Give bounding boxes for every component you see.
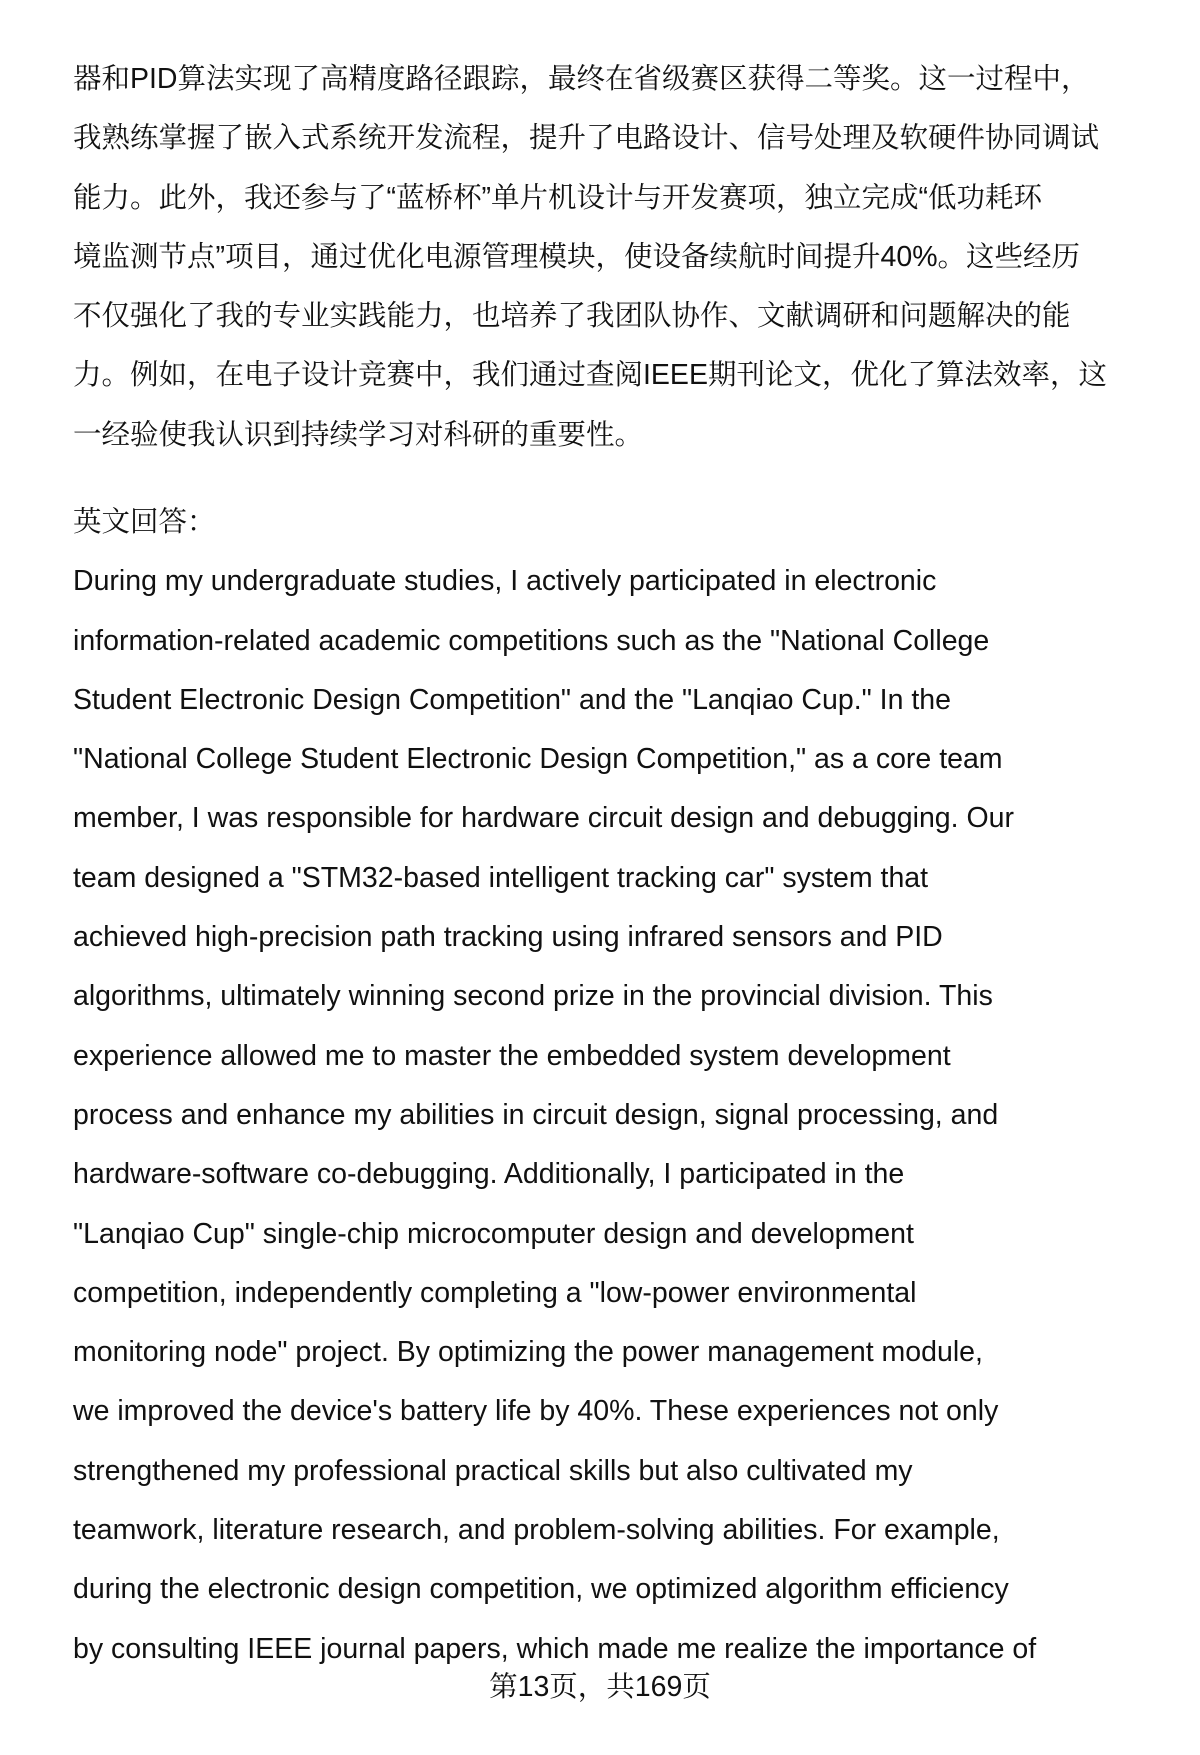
text-line: we improved the device's battery life by 40%. These experiences not only — [73, 1395, 999, 1428]
text-line: process and enhance my abilities in circuit design, signal processing, and — [73, 1098, 999, 1131]
text-line: strengthened my professional practical skills but also cultivated my — [73, 1454, 913, 1487]
text-line: hardware-software co-debugging. Additionally, I participated in the — [73, 1158, 905, 1191]
text-line: experience allowed me to master the embedded system development — [73, 1039, 951, 1072]
text-line: monitoring node" project. By optimizing the power management module, — [73, 1336, 983, 1369]
text-line: 境监测节点”项目，通过优化电源管理模块，使设备续航时间提升40%。这些经历 — [73, 240, 1081, 273]
text-line: 力。例如，在电子设计竞赛中，我们通过查阅IEEE期刊论文，优化了算法效率，这 — [73, 359, 1107, 392]
text-line: 器和PID算法实现了高精度路径跟踪，最终在省级赛区获得二等奖。这一过程中， — [73, 63, 1090, 95]
text-line: competition, independently completing a "low-power environmental — [73, 1276, 917, 1309]
text-line: "Lanqiao Cup" single-chip microcomputer design and development — [73, 1217, 914, 1250]
text-line: 一经验使我认识到持续学习对科研的重要性。 — [73, 418, 644, 451]
page-number-footer: 第13页，共169页 — [489, 1671, 711, 1703]
text-line: "National College Student Electronic Design Competition," as a core team — [73, 743, 1003, 776]
text-line: during the electronic design competition, we optimized algorithm efficiency — [73, 1573, 1009, 1606]
text-line: algorithms, ultimately winning second prize in the provincial division. This — [73, 980, 993, 1013]
text-line: 不仅强化了我的专业实践能力，也培养了我团队协作、文献调研和问题解决的能 — [73, 300, 1071, 333]
text-line: team designed a "STM32-based intelligent tracking car" system that — [73, 861, 929, 894]
text-line: by consulting IEEE journal papers, which made me realize the importance of — [73, 1632, 1037, 1665]
text-line: member, I was responsible for hardware circuit design and debugging. Our — [73, 802, 1015, 835]
text-line: During my undergraduate studies, I actively participated in electronic — [73, 565, 937, 598]
english-answer-section — [73, 493, 1163, 1679]
text-line: information-related academic competitions such as the "National College — [73, 624, 990, 657]
text-line: Student Electronic Design Competition" and the "Lanqiao Cup." In the — [73, 683, 951, 716]
text-line: 能力。此外，我还参与了“蓝桥杯”单片机设计与开发赛项，独立完成“低功耗环 — [73, 181, 1042, 214]
text-line: teamwork, literature research, and problem-solving abilities. For example, — [73, 1514, 1000, 1547]
english-answer-heading: 英文回答： — [73, 506, 216, 538]
text-line: 我熟练掌握了嵌入式系统开发流程，提升了电路设计、信号处理及软硬件协同调试 — [73, 122, 1100, 155]
text-line: achieved high-precision path tracking using infrared sensors and PID — [73, 921, 943, 954]
chinese-answer-paragraph — [73, 50, 1163, 465]
